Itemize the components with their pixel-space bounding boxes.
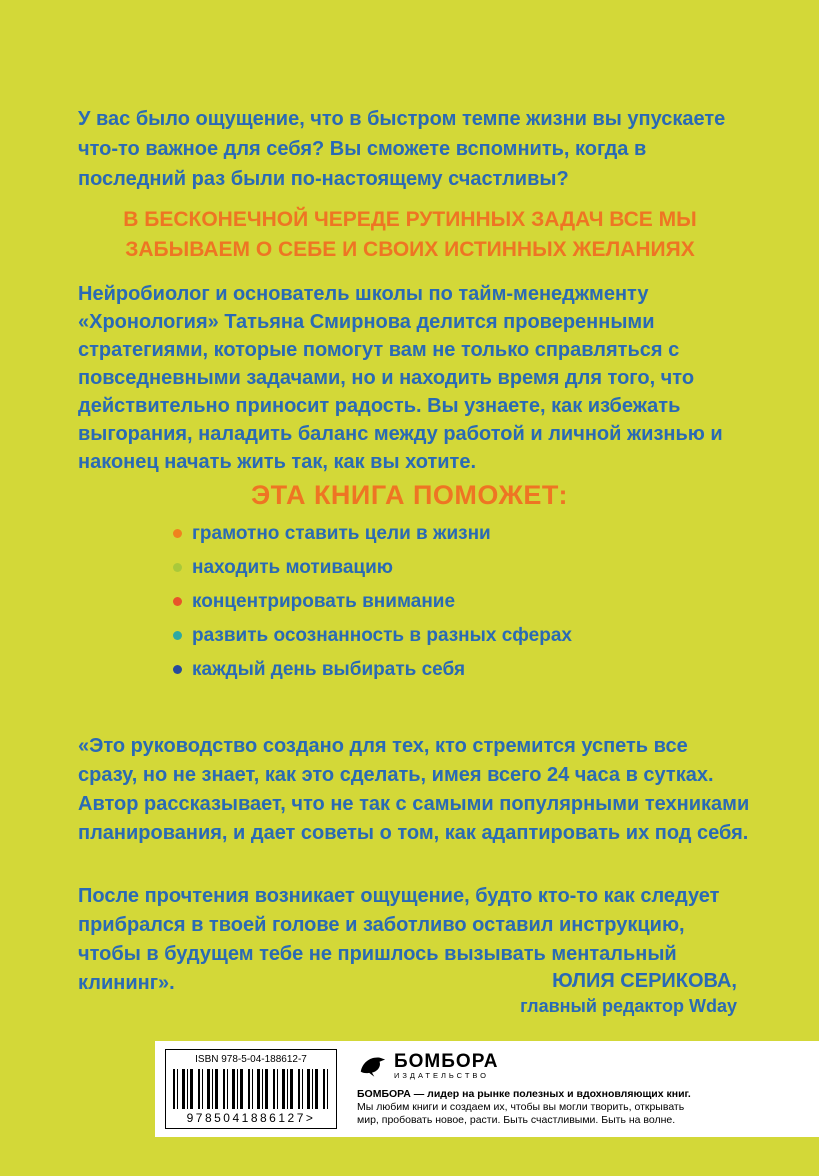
isbn-text: ISBN 978-5-04-188612-7 [195, 1054, 307, 1065]
bullet-icon [173, 529, 182, 538]
publisher-logo [357, 1051, 702, 1081]
body-paragraph: Нейробиолог и основатель школы по тайм-менеджменту «Хронология» Татьяна Смирнова делится проверенными стратегиями, которые помогут вам не только справляться с повседневными задачами, но и находить время для того, что действительно приносит радость. Вы узнаете, как избежать выгорания, наладить баланс между работой и личной жизнью и наконец начать жить так, как вы хотите. [78, 283, 723, 473]
review-quote-paragraph-1: «Это руководство создано для тех, кто стремится успеть все сразу, но не знает, как это сделать, имея всего 24 часа в сутках. Автор рассказывает, что не так с самыми популярными техниками планирования, и дает советы о том, как адаптировать их под себя. [78, 735, 750, 844]
reviewer-name: ЮЛИЯ СЕРИКОВА, [552, 970, 737, 992]
list-item-label: каждый день выбирать себя [192, 659, 466, 680]
list-item-label: концентрировать внимание [192, 591, 456, 612]
list-title: ЭТА КНИГА ПОМОЖЕТ: [250, 480, 569, 510]
bullet-icon [173, 597, 182, 606]
reviewer-role: главный редактор Wday [520, 996, 737, 1016]
review-quote-paragraph-2: После прочтения возникает ощущение, будто кто-то как следует прибрался в твоей голове и заботливо оставил инструкцию, чтобы в будущем тебе не пришлось вызывать ментальный клининг». [78, 885, 720, 994]
headline: В БЕСКОНЕЧНОЙ ЧЕРЕДЕ РУТИННЫХ ЗАДАЧ ВСЕ МЫ ЗАБЫВАЕМ О СЕБЕ И СВОИХ ИСТИННЫХ ЖЕЛАНИЯХ [123, 208, 697, 261]
publisher-block [357, 1051, 702, 1127]
publisher-name-wrap [394, 1052, 498, 1080]
publisher-description [357, 1088, 702, 1127]
list-item-label: развить осознанность в разных сферах [192, 625, 572, 646]
publisher-subtitle: ИЗДАТЕЛЬСТВО [394, 1071, 490, 1080]
list-item [173, 626, 713, 645]
bullet-icon [173, 665, 182, 674]
bullet-icon [173, 631, 182, 640]
publisher-description-lead: БОМБОРА — лидер на рынке полезных и вдохновляющих книг. [357, 1088, 691, 1100]
list-item [173, 558, 713, 577]
barcode-icon [173, 1069, 329, 1109]
publisher-description-rest: Мы любим книги и создаем их, чтобы вы могли творить, открывать мир, пробовать новое, расти. Быть счастливыми. Быть на волне. [357, 1101, 685, 1126]
list-item-label: находить мотивацию [192, 557, 394, 578]
benefits-list [173, 524, 713, 694]
barcode-block [165, 1049, 337, 1129]
intro-paragraph: У вас было ощущение, что в быстром темпе жизни вы упускаете что-то важное для себя? Вы сможете вспомнить, когда в последний раз были по-настоящему счастливы? [78, 108, 726, 190]
list-item [173, 592, 713, 611]
barcode-digits: 9785041886127> [186, 1111, 316, 1125]
footer-strip [155, 1041, 819, 1137]
list-item-label: грамотно ставить цели в жизни [192, 523, 491, 544]
list-item [173, 660, 713, 679]
bombora-bird-icon [357, 1051, 387, 1081]
bullet-icon [173, 563, 182, 572]
publisher-name: БОМБОРА [394, 1051, 499, 1072]
quote-attribution [520, 968, 737, 1018]
list-item [173, 524, 713, 543]
